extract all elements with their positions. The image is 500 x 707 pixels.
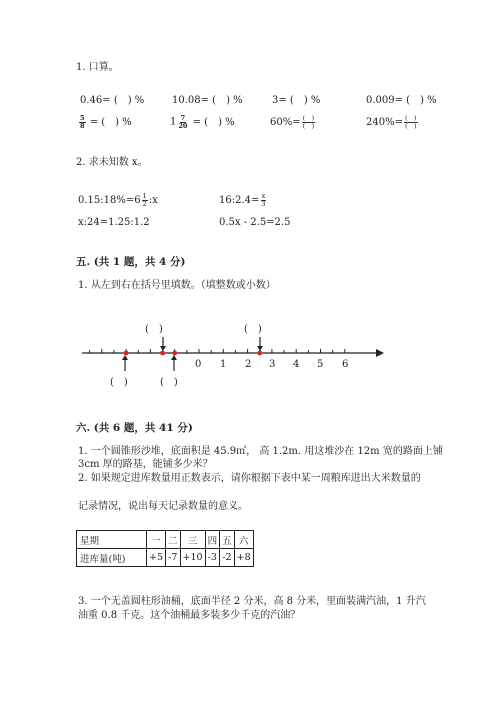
table-cell: 二 <box>166 531 181 549</box>
tick-label-3: 3 <box>269 359 276 370</box>
section-5-question-1: 1. 从左到右在括号里填数。（填整数或小数） <box>78 280 276 291</box>
oral-item-3: 3= ( ) % <box>272 95 321 106</box>
fraction: $\frac{x}{3}$ <box>261 192 266 208</box>
section-5-heading: 五. (共 1 题，共 4 分) <box>76 256 186 268</box>
top-bracket-1: ( ) <box>145 324 163 335</box>
oral-calc-title: 1. 口算。 <box>76 62 119 73</box>
question-1-line-2: 3cm 厚的路基，能铺多少米？ <box>78 459 213 470</box>
oral-item-7: 60%= $\frac{( )}{( )}$ <box>270 114 315 130</box>
oral-item-2: 10.08= ( ) % <box>172 95 243 106</box>
oral-item-1: 0.46= ( ) % <box>80 95 145 106</box>
arrow-head-icon <box>171 355 177 360</box>
oral-item-4: 0.009= ( ) % <box>366 95 437 106</box>
table-cell: -3 <box>205 549 220 567</box>
arrow-head-icon <box>160 346 166 351</box>
tick-label-6: 6 <box>342 359 349 370</box>
table-cell: -7 <box>166 549 181 567</box>
tick-label-4: 4 <box>293 359 300 370</box>
equation-3: x:24=1.25:1.2 <box>78 217 150 228</box>
table-cell: 四 <box>205 531 220 549</box>
equation-1: 0.15:18%=6 $\frac{1}{2}$ :x <box>78 192 158 208</box>
tick-label-0: 0 <box>195 359 202 370</box>
question-1-line-1: 1. 一个圆锥形沙堆，底面积是 45.9㎡， 高 1.2m. 用这堆沙在 12m 宽的路面上铺 <box>78 446 443 457</box>
fraction: $\frac{1}{2}$ <box>142 192 147 208</box>
top-bracket-2: ( ) <box>244 324 262 335</box>
tick-label-5: 5 <box>317 359 324 370</box>
question-2-line-1: 2. 如果规定进库数量用正数表示，请你根据下表中某一周粮库进出大米数量的 <box>78 473 421 484</box>
question-3-line-2: 油重 0.8 千克。这个油桶最多装多少千克的汽油？ <box>78 610 301 621</box>
fraction: $\frac{7}{20}$ <box>178 114 188 130</box>
rice-record-table <box>76 530 254 567</box>
table-cell: -2 <box>220 549 235 567</box>
oral-item-5: $\frac{5}{8}$ = ( ) % <box>80 114 132 130</box>
bottom-bracket-2: ( ) <box>160 377 178 388</box>
solve-x-title: 2. 求未知数 x。 <box>76 157 148 168</box>
table-cell: +5 <box>147 549 166 567</box>
table-cell: 进库量(吨) <box>77 549 147 567</box>
table-cell: 六 <box>234 531 253 549</box>
section-6-heading: 六. (共 6 题，共 41 分) <box>76 422 193 434</box>
equation-2: 16:2.4= $\frac{x}{3}$ <box>219 192 266 208</box>
tick-label-2: 2 <box>245 359 252 370</box>
table-cell: +8 <box>234 549 253 567</box>
fraction: $\frac{( )}{( )}$ <box>404 114 417 130</box>
table-cell: 五 <box>220 531 235 549</box>
oral-item-8: 240%= $\frac{( )}{( )}$ <box>366 114 417 130</box>
table-cell: 一 <box>147 531 166 549</box>
equation-4: 0.5x - 2.5=2.5 <box>219 217 291 228</box>
question-3-line-1: 3. 一个无盖圆柱形油桶，底面半径 2 分米，高 8 分米，里面装满汽油，1 升汽 <box>78 596 426 607</box>
oral-item-6: 1 $\frac{7}{20}$ = ( ) % <box>170 114 235 130</box>
question-2-line-2: 记录情况，说出每天记录数量的意义。 <box>78 501 248 512</box>
number-line-point <box>160 351 165 356</box>
fraction: $\frac{( )}{( )}$ <box>302 114 315 130</box>
number-line-point <box>172 351 177 356</box>
table-header-row <box>77 531 254 549</box>
arrow-head-icon <box>257 346 263 351</box>
bottom-bracket-1: ( ) <box>110 377 128 388</box>
axis-arrow-icon <box>376 349 384 357</box>
table-cell: 星期 <box>77 531 147 549</box>
number-line-point <box>257 351 262 356</box>
number-line-point <box>124 351 129 356</box>
table-cell: 三 <box>180 531 205 549</box>
table-row <box>77 549 254 567</box>
tick-label-1: 1 <box>220 359 227 370</box>
fraction: $\frac{5}{8}$ <box>80 114 85 130</box>
table-cell: +10 <box>180 549 205 567</box>
arrow-head-icon <box>122 355 128 360</box>
